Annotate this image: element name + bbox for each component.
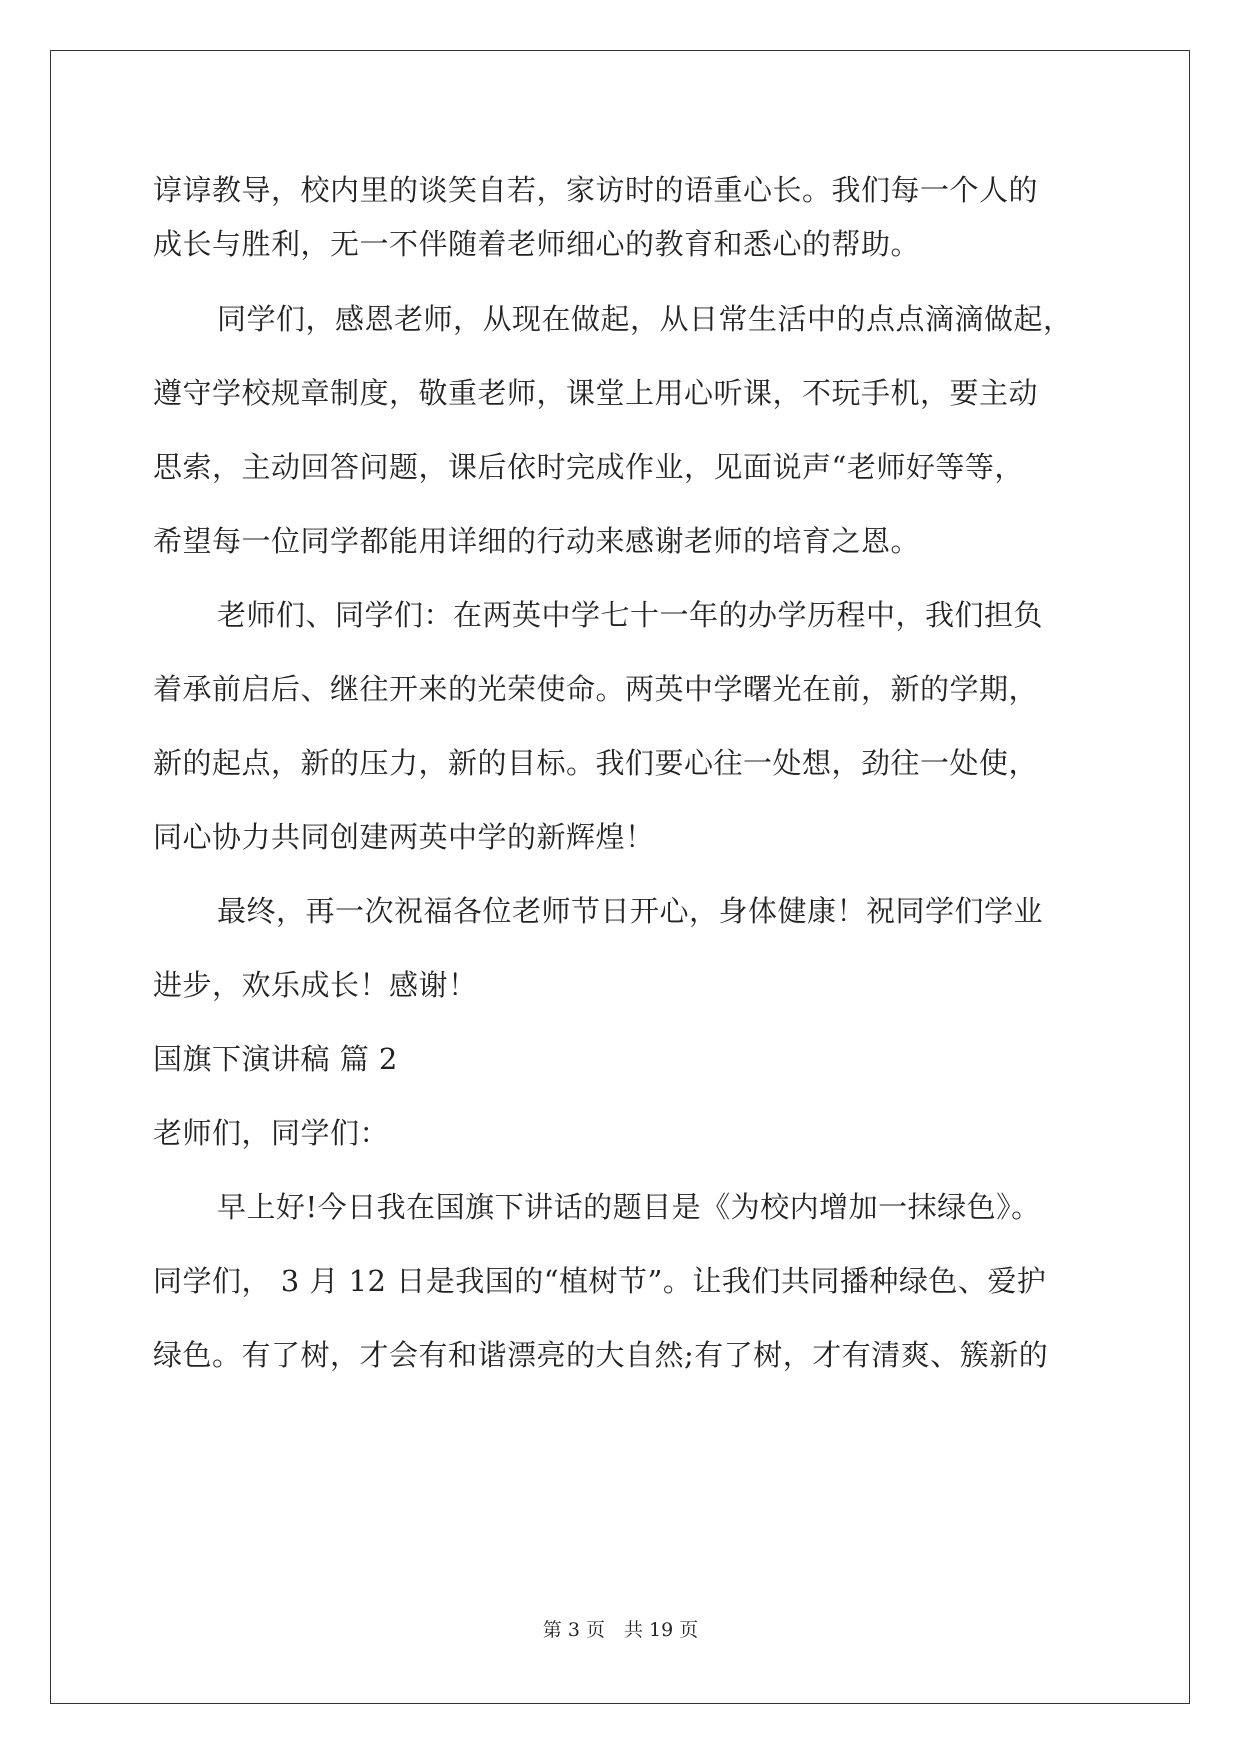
text-line: 老师们、同学们：在两英中学七十一年的办学历程中，我们担负: [217, 598, 1044, 632]
section-heading: 国旗下演讲稿 篇 2: [153, 1042, 398, 1076]
text-line: 同学们，感恩老师，从现在做起，从日常生活中的点点滴滴做起，: [217, 302, 1073, 336]
page-number: 第 3 页 共 19 页: [542, 1619, 699, 1641]
text-line: 进步，欢乐成长！感谢！: [153, 968, 478, 1002]
text-line: 同学们， 3 月 12 日是我国的“植树节”。让我们共同播种绿色、爱护: [153, 1264, 1047, 1298]
text-line: 成长与胜利，无一不伴随着老师细心的教育和悉心的帮助。: [153, 227, 921, 261]
text-line: 谆谆教导，校内里的谈笑自若，家访时的语重心长。我们每一个人的: [153, 173, 1039, 207]
text-line: 绿色。有了树，才会有和谐漂亮的大自然;有了树，才有清爽、簇新的: [153, 1338, 1049, 1372]
text-line: 遵守学校规章制度，敬重老师，课堂上用心听课，不玩手机，要主动: [153, 376, 1039, 410]
salutation: 老师们，同学们：: [153, 1116, 390, 1150]
text-line: 早上好!今日我在国旗下讲话的题目是《为校内增加一抹绿色》。: [217, 1190, 1041, 1224]
text-line: 思索，主动回答问题，课后依时完成作业，见面说声“老师好等等，: [153, 450, 1024, 484]
text-line: 同心协力共同创建两英中学的新辉煌！: [153, 820, 655, 854]
text-line: 新的起点，新的压力，新的目标。我们要心往一处想，劲往一处使，: [153, 746, 1039, 780]
text-line: 着承前启后、继往开来的光荣使命。两英中学曙光在前，新的学期，: [153, 672, 1039, 706]
text-line: 希望每一位同学都能用详细的行动来感谢老师的培育之恩。: [153, 524, 921, 558]
text-line: 最终，再一次祝福各位老师节日开心，身体健康！祝同学们学业: [217, 894, 1044, 928]
